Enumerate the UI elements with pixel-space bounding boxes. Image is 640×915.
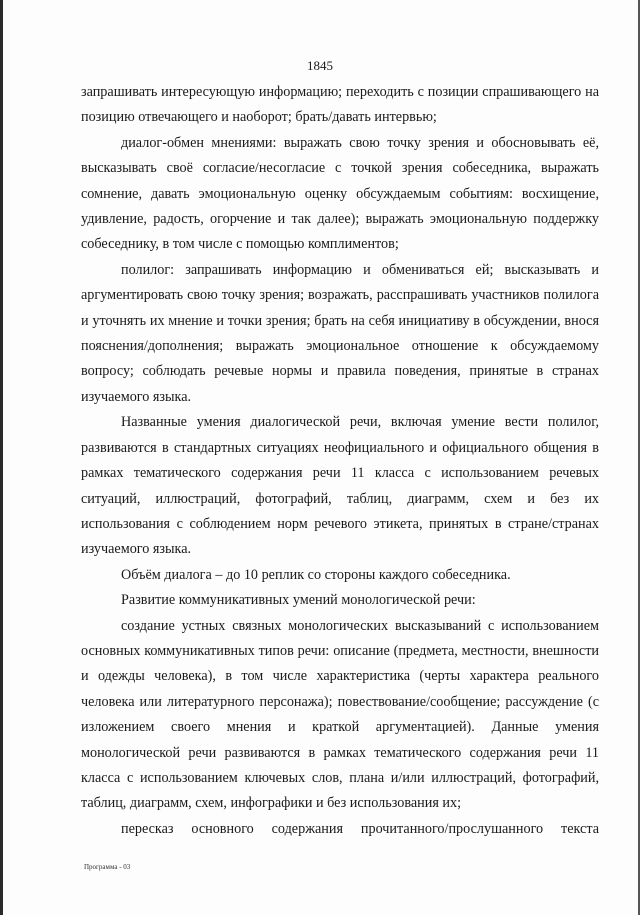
- scan-edge-left: [0, 0, 3, 915]
- paragraph-retelling: пересказ основного содержания прочитанного/прослушанного текста: [121, 820, 599, 837]
- paragraph-dialog-skills: Названные умения диалогической речи, включая умение вести полилог, развиваются в стандартных ситуациях неофициального и официального общения в рамках тематического содержания речи 11 класса с использованием речевых ситуаций, иллюстраций, фотографий, таблиц, диаграмм, схем и без их использования с соблюдением норм речевого этикета, принятых в стране/странах изучаемого языка.: [81, 414, 599, 558]
- paragraph-polylog: полилог: запрашивать информацию и обмениваться ей; высказывать и аргументировать свою точку зрения; возражать, расспрашивать участников полилога и уточнять их мнение и точки зрения; брать на себя инициативу в обсуждении, внося пояснения/дополнения; выражать эмоциональное отношение к обсуждаемому вопросу; соблюдать речевые нормы и правила поведения, принятые в странах изучаемого языка.: [81, 261, 599, 405]
- paragraph-dialog-volume: Объём диалога – до 10 реплик со стороны каждого собеседника.: [121, 566, 511, 583]
- paragraph-monolog-creation: создание устных связных монологических высказываний с использованием основных коммуникативных типов речи: описание (предмета, местности, внешности и одежды человека), в том числе характеристика (черты характера реального человека или литературного персонажа); повествование/сообщение; рассуждение (с изложением своего мнения и краткой аргументацией). Данные умения монологической речи развиваются в рамках тематического содержания речи 11 класса с использованием ключевых слов, плана и/или иллюстраций, фотографий, таблиц, диаграмм, схем, инфографики и без использования их;: [81, 617, 599, 812]
- footer-note: Программа - 03: [84, 863, 131, 871]
- paragraph-monolog-heading: Развитие коммуникативных умений монологической речи:: [121, 592, 476, 609]
- body-text: [81, 80, 599, 842]
- paragraph-dialog-exchange: диалог-обмен мнениями: выражать свою точку зрения и обосновывать её, высказывать своё согласие/несогласие с точкой зрения собеседника, выражать сомнение, давать эмоциональную оценку обсуждаемым событиям: восхищение, удивление, радость, огорчение и так далее); выражать эмоциональную поддержку собеседнику, в том числе с помощью комплиментов;: [81, 134, 599, 253]
- paragraph-request-info: запрашивать интересующую информацию; переходить с позиции спрашивающего на позицию отвечающего и наоборот; брать/давать интервью;: [81, 84, 599, 126]
- page-number: 1845: [307, 58, 333, 73]
